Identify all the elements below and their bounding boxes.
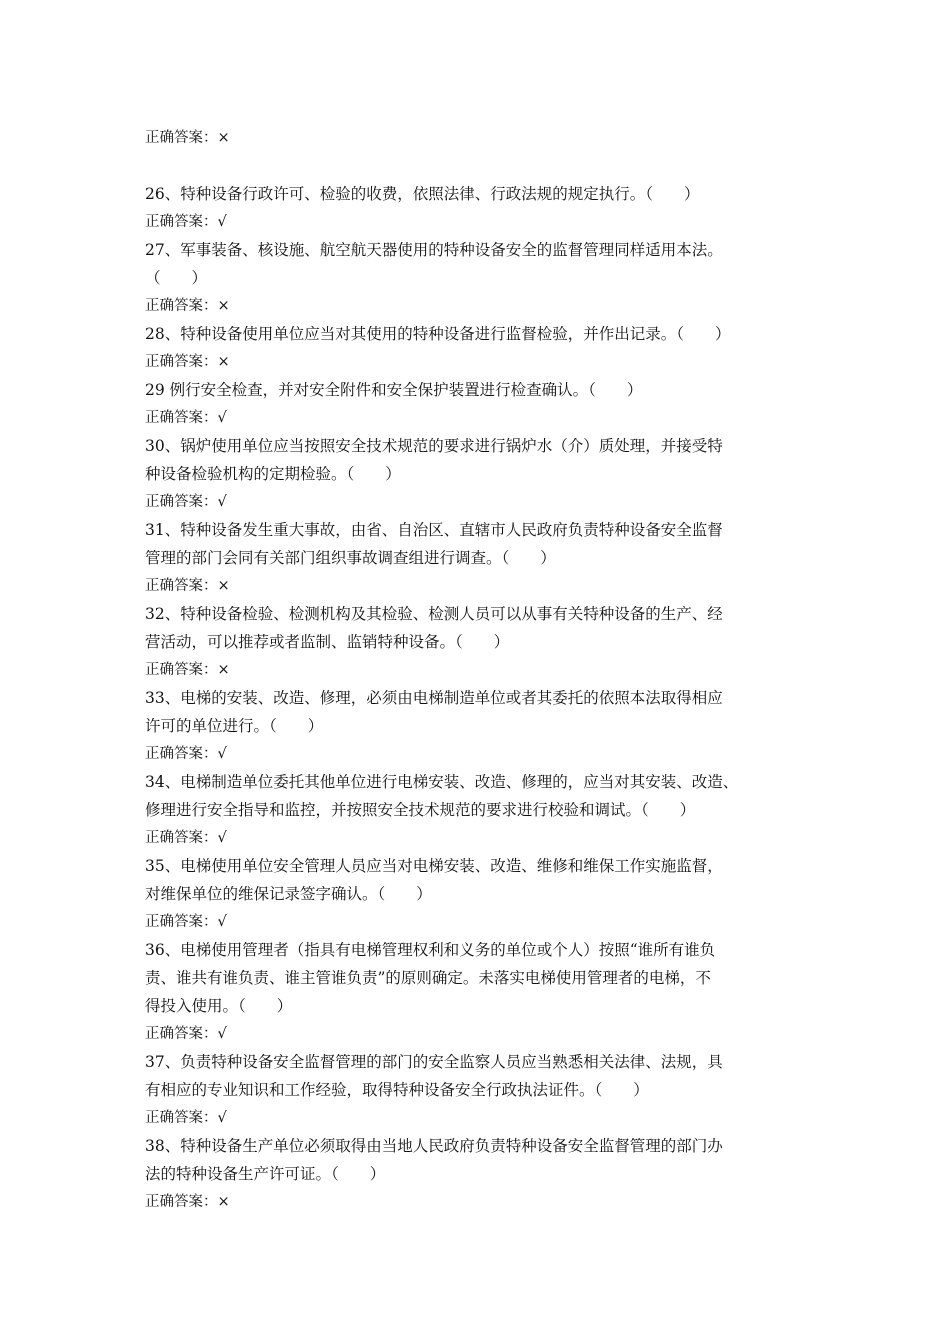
answer-line: 正确答案：√ [145,746,227,762]
question-line: 30、锅炉使用单位应当按照安全技术规范的要求进行锅炉水（介）质处理，并接受特 [145,437,723,455]
question-text [145,516,815,572]
question-text [145,768,815,824]
answer-line: 正确答案：√ [145,1110,227,1126]
question-line: 得投入使用。（ ） [145,997,293,1015]
answer-line: 正确答案：√ [145,494,227,510]
question-line: 管理的部门会同有关部门组织事故调查组进行调查。（ ） [145,549,556,567]
question-list [145,180,815,1216]
question-line: 修理进行安全指导和监控，并按照安全技术规范的要求进行校验和调试。（ ） [145,801,696,819]
document-page [145,124,815,1216]
question-line: 34、电梯制造单位委托其他单位进行电梯安装、改造、修理的，应当对其安装、改造、 [145,773,739,791]
question-text [145,432,815,488]
question-text [145,180,815,208]
question-text [145,236,815,292]
question-line: 35、电梯使用单位安全管理人员应当对电梯安装、改造、维修和维保工作实施监督， [145,857,723,875]
answer-line: 正确答案：× [145,298,230,314]
question-text [145,1132,815,1188]
question-line: 29 例行安全检查，并对安全附件和安全保护装置进行检查确认。（ ） [145,381,643,399]
answer-line: 正确答案：× [145,578,230,594]
answer-line: 正确答案：√ [145,214,227,230]
answer-line: 正确答案：√ [145,1026,227,1042]
question-text [145,320,815,348]
question-line: 37、负责特种设备安全监督管理的部门的安全监察人员应当熟悉相关法律、法规，具 [145,1053,723,1071]
question-line: 许可的单位进行。（ ） [145,717,324,735]
question-line: 31、特种设备发生重大事故，由省、自治区、直辖市人民政府负责特种设备安全监督 [145,521,723,539]
question-text [145,852,815,908]
question-line: 法的特种设备生产许可证。（ ） [145,1165,386,1183]
answer-line: 正确答案：× [145,1194,230,1210]
question-line: 28、特种设备使用单位应当对其使用的特种设备进行监督检验，并作出记录。（ ） [145,325,731,343]
question-line: （ ） [145,269,208,287]
question-line: 26、特种设备行政许可、检验的收费，依照法律、行政法规的规定执行。（ ） [145,185,700,203]
question-line: 有相应的专业知识和工作经验，取得特种设备安全行政执法证件。（ ） [145,1081,649,1099]
question-text [145,1048,815,1104]
answer-line: 正确答案：√ [145,914,227,930]
question-text [145,600,815,656]
question-line: 种设备检验机构的定期检验。（ ） [145,465,401,483]
question-text [145,936,815,1020]
answer-line-25: 正确答案：× [145,130,230,146]
question-line: 36、电梯使用管理者（指具有电梯管理权利和义务的单位或个人）按照“谁所有谁负 [145,941,716,959]
answer-line: 正确答案：√ [145,830,227,846]
question-text [145,684,815,740]
question-line: 38、特种设备生产单位必须取得由当地人民政府负责特种设备安全监督管理的部门办 [145,1137,723,1155]
question-line: 责、谁共有谁负责、谁主管谁负责”的原则确定。未落实电梯使用管理者的电梯，不 [145,969,711,987]
answer-line: 正确答案：× [145,662,230,678]
question-line: 33、电梯的安装、改造、修理，必须由电梯制造单位或者其委托的依照本法取得相应 [145,689,723,707]
answer-line: 正确答案：× [145,354,230,370]
question-line: 营活动，可以推荐或者监制、监销特种设备。（ ） [145,633,510,651]
question-text [145,376,815,404]
question-line: 27、军事装备、核设施、航空航天器使用的特种设备安全的监督管理同样适用本法。 [145,241,723,259]
question-line: 32、特种设备检验、检测机构及其检验、检测人员可以从事有关特种设备的生产、经 [145,605,723,623]
answer-line: 正确答案：√ [145,410,227,426]
question-line: 对维保单位的维保记录签字确认。（ ） [145,885,432,903]
